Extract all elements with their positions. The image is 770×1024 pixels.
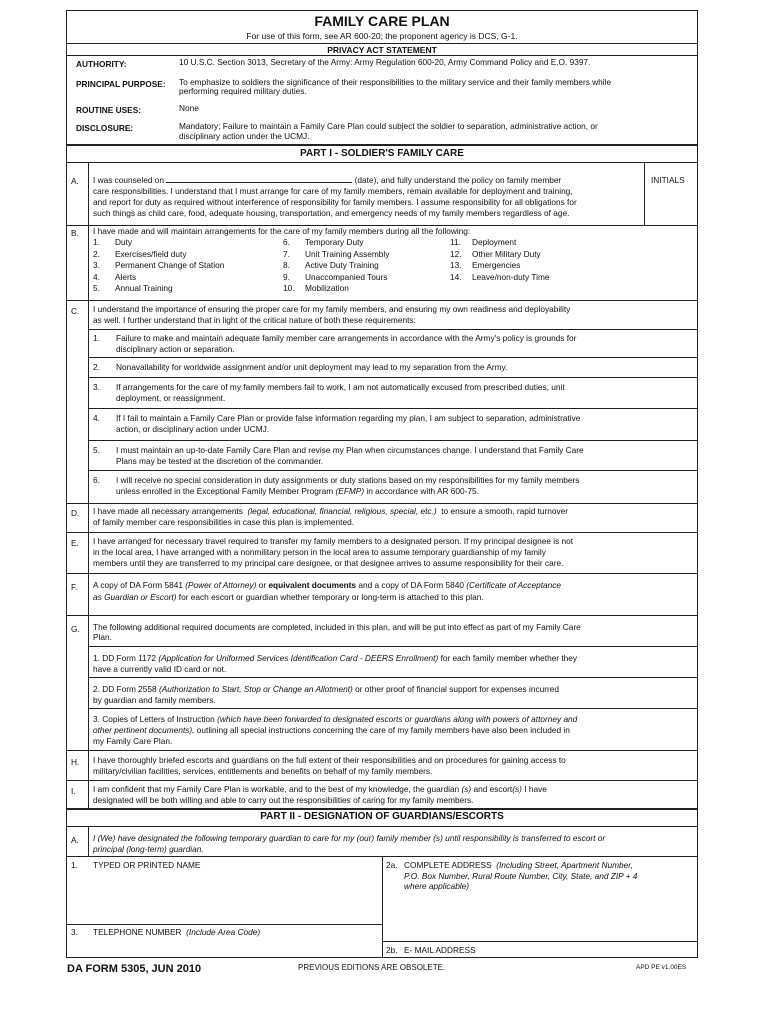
item-i-line1: I am confident that my Family Care Plan is workable, and to the best of my knowledge, the guardian (s) and escort(s) I have <box>93 784 547 794</box>
divider <box>66 750 698 751</box>
duty-list-label: Mobilization <box>305 283 349 293</box>
routine-uses-label: ROUTINE USES: <box>76 105 141 115</box>
item-b-column-1 <box>93 237 224 295</box>
obsolete-notice: PREVIOUS EDITIONS ARE OBSOLETE. <box>298 963 446 972</box>
item-g-sub3-line1: 3. Copies of Letters of Instruction (which have been forwarded to designated escorts or guardians along with powers of attorney and <box>93 714 578 724</box>
item-g-sub3-line3: my Family Care Plan. <box>93 736 173 746</box>
duty-list-number: 1. <box>93 237 100 247</box>
duty-list-item <box>450 249 549 261</box>
divider <box>382 941 698 942</box>
item-h-line1: I have thoroughly briefed escorts and guardians on the full extent of their responsibilities and on procedures for gaining access to <box>93 755 566 765</box>
divider <box>88 357 698 358</box>
item-a-line2: care responsibilities. I understand that I must arrange for care of my family members, remain available for deployment and training, <box>93 186 573 196</box>
item-c-line1: I understand the importance of ensuring the proper care for my family members, and ensuring my own readiness and deployability <box>93 304 571 314</box>
duty-list-number: 12. <box>450 248 462 259</box>
item-g-sub3-line2: other pertinent documents), outlining all special instructions concerning the care of my family members have also been included in <box>93 725 570 735</box>
item-c-subitem-number: 2. <box>93 362 100 372</box>
item-c-subitem-line1: Failure to make and maintain adequate family member care arrangements in accordance with the Army's policy is grounds for <box>116 333 577 343</box>
item-i-line2: designated will be both willing and able to carry out the responsibilities of caring for my family members. <box>93 795 474 805</box>
divider <box>88 408 698 409</box>
divider <box>88 677 698 678</box>
field-2b-number: 2b. <box>386 945 398 955</box>
item-b-column-3 <box>450 237 549 283</box>
guardian-telephone-input[interactable] <box>67 939 381 957</box>
routine-uses-text: None <box>179 103 199 113</box>
duty-list-item <box>93 283 224 295</box>
item-f-line1: A copy of DA Form 5841 (Power of Attorney) or equivalent documents and a copy of DA Form 5840 (Certificate of Acceptance <box>93 580 561 590</box>
item-c-subitem-number: 5. <box>93 445 100 455</box>
divider <box>66 615 698 616</box>
duty-list-label: Active Duty Training <box>305 260 379 270</box>
duty-list-number: 6. <box>283 237 290 247</box>
divider <box>88 329 698 330</box>
duty-list-number: 9. <box>283 271 290 282</box>
duty-list-number: 5. <box>93 283 100 293</box>
field-1-number: 1. <box>71 860 78 870</box>
divider <box>88 708 698 709</box>
disclosure-text-2: disciplinary action under the UCMJ. <box>179 131 310 141</box>
duty-list-label: Permanent Change of Station <box>115 260 225 270</box>
disclosure-label: DISCLOSURE: <box>76 123 134 133</box>
duty-list-label: Annual Training <box>115 283 173 293</box>
duty-list-number: 7. <box>283 248 290 259</box>
item-c-subitem-line2: disciplinary action or separation. <box>116 344 235 354</box>
form-subtitle: For use of this form, see AR 600-20; the proponent agency is DCS, G-1. <box>246 31 518 41</box>
part1-header: PART I - SOLDIER'S FAMILY CARE <box>300 148 464 159</box>
field-2a-label: COMPLETE ADDRESS (Including Street, Apartment Number, <box>404 860 633 870</box>
duty-list-item <box>93 272 224 284</box>
initials-column-divider <box>644 162 645 226</box>
duty-list-label: Temporary Duty <box>305 237 364 247</box>
duty-list-label: Alerts <box>115 271 137 282</box>
item-g-line1: The following additional required documents are completed, included in this plan, and will be put into effect as part of my Family Care <box>93 622 581 632</box>
duty-list-label: Other Military Duty <box>472 248 541 259</box>
item-a-line1: I was counseled on (date), and fully understand the policy on family member <box>93 175 562 185</box>
form-title: FAMILY CARE PLAN <box>314 13 450 29</box>
form-number: DA FORM 5305, JUN 2010 <box>67 963 202 975</box>
authority-label: AUTHORITY: <box>76 59 127 69</box>
item-a-line3: and report for duty as required without interference of responsibility for family members. I assume responsibility for all obligations for <box>93 197 577 207</box>
item-c-subitem-number: 3. <box>93 382 100 392</box>
item-g-letter: G. <box>71 624 80 634</box>
item-c-subitem-number: 4. <box>93 413 100 423</box>
duty-list-label: Unit Training Assembly <box>305 248 390 259</box>
item-h-line2: military/civilian facilities, services, entitlements and benefits on behalf of my family members. <box>93 766 433 776</box>
field-3-label: TELEPHONE NUMBER (Include Area Code) <box>93 927 261 937</box>
letter-column-divider <box>88 826 89 856</box>
duty-list-number: 8. <box>283 260 290 270</box>
item-c-subitem-line2: Plans may be tested at the discretion of the commander. <box>116 456 324 466</box>
item-f-letter: F. <box>71 582 78 592</box>
item-e-letter: E. <box>71 538 79 548</box>
duty-list-item <box>450 237 549 249</box>
item-c-subitem-line1: I will receive no special consideration in duty assignments or duty stations based on my responsibilities for my family members <box>116 475 580 485</box>
guardian-address-input[interactable] <box>383 894 697 940</box>
divider <box>66 532 698 533</box>
duty-list-label: Emergencies <box>472 260 521 270</box>
item-d-letter: D. <box>71 508 80 518</box>
duty-list-label: Deployment <box>472 237 517 247</box>
duty-list-item <box>283 237 389 249</box>
divider <box>66 300 698 301</box>
counsel-date-field[interactable] <box>166 174 352 183</box>
divider <box>88 377 698 378</box>
item-c-subitem-line1: I must maintain an up-to-date Family Care Plan and revise my Plan when circumstances change. I understand that Family Care <box>116 445 584 455</box>
divider <box>66 162 698 163</box>
duty-list-label: Leave/non-duty Time <box>472 271 550 282</box>
divider <box>66 503 698 504</box>
part2-a-letter: A. <box>71 835 79 845</box>
item-b-intro: I have made and will maintain arrangements for the care of my family members during all the following: <box>93 226 471 236</box>
duty-list-item <box>283 249 389 261</box>
item-c-line2: as well. I further understand that in light of the critical nature of both these requirements: <box>93 315 416 325</box>
field-2a-hint-3: where applicable) <box>404 881 470 891</box>
divider <box>66 808 698 810</box>
item-e-line1: I have arranged for necessary travel required to transfer my family members to a designated person. If my principal designee is not <box>93 536 574 546</box>
item-b-column-2 <box>283 237 389 295</box>
field-2a-number: 2a. <box>386 860 398 870</box>
item-c-subitem-line2: unless enrolled in the Exceptional Family Member Program (EFMP) in accordance with AR 600-75. <box>116 486 479 496</box>
duty-list-item <box>93 249 224 261</box>
duty-list-number: 14. <box>450 271 462 282</box>
guardian-name-input[interactable] <box>67 872 381 922</box>
duty-list-number: 4. <box>93 271 100 282</box>
part2-header: PART II - DESIGNATION OF GUARDIANS/ESCORTS <box>260 811 504 822</box>
item-c-subitem-line1: Nonavailability for worldwide assignment and/or unit deployment may lead to my separation from the Army. <box>116 362 508 372</box>
disclosure-text-1: Mandatory; Failure to maintain a Family Care Plan could subject the soldier to separation, administrative action, or <box>179 121 598 131</box>
field-3-number: 3. <box>71 927 78 937</box>
divider <box>66 826 698 827</box>
item-g-sub2-line1: 2. DD Form 2558 (Authorization to Start, Stop or Change an Allotment) or other proof of financial support for expenses incurred <box>93 684 559 694</box>
item-h-letter: H. <box>71 757 80 767</box>
initials-label: INITIALS <box>651 175 685 185</box>
divider <box>66 144 698 146</box>
purpose-label: PRINCIPAL PURPOSE: <box>76 79 166 89</box>
divider <box>66 43 698 44</box>
item-c-subitem-line1: If I fail to maintain a Family Care Plan or provide false information regarding my plan, I am subject to separation, administrative <box>116 413 581 423</box>
divider <box>88 646 698 647</box>
privacy-act-header: PRIVACY ACT STATEMENT <box>327 45 437 55</box>
duty-list-number: 10. <box>283 283 295 293</box>
item-e-line3: members until they are transferred to my principal care designee, or that designee arrives to assume responsibility for their care. <box>93 558 564 568</box>
duty-list-label: Duty <box>115 237 133 247</box>
item-c-subitem-number: 6. <box>93 475 100 485</box>
duty-list-item <box>450 260 549 272</box>
item-c-subitem-line2: deployment, or reassignment. <box>116 393 226 403</box>
duty-list-item <box>450 272 549 284</box>
divider <box>66 573 698 574</box>
item-d-line1: I have made all necessary arrangements (legal, educational, financial, religious, special, etc.) to ensure a smooth, rapid turnover <box>93 506 569 516</box>
divider <box>88 440 698 441</box>
authority-text: 10 U.S.C. Section 3013, Secretary of the Army: Army Regulation 600-20, Army Command Policy and E.O. 9397. <box>179 57 591 67</box>
item-c-subitem-line1: If arrangements for the care of my family members fail to work, I am not automatically excused from prescribed duties, unit <box>116 382 565 392</box>
item-e-line2: in the local area, I have arranged with a nonmilitary person in the local area to assume temporary guardianship of my family <box>93 547 546 557</box>
duty-list-number: 13. <box>450 260 462 270</box>
purpose-text-1: To emphasize to soldiers the significance of their responsibilities to the military service and their family members while <box>179 77 612 87</box>
divider <box>66 780 698 781</box>
item-c-subitem-line2: action, or disciplinary action under UCMJ. <box>116 424 270 434</box>
field-1-label: TYPED OR PRINTED NAME <box>93 860 201 870</box>
divider <box>88 470 698 471</box>
item-a-letter: A. <box>71 176 79 186</box>
item-a-line4: such things as child care, food, adequate housing, transportation, and emergency needs of my family members regardless of age. <box>93 208 570 218</box>
divider <box>66 55 698 56</box>
duty-list-label: Exercises/field duty <box>115 248 187 259</box>
duty-list-number: 2. <box>93 248 100 259</box>
item-c-letter: C. <box>71 306 80 316</box>
duty-list-item <box>93 237 224 249</box>
duty-list-label: Unaccompanied Tours <box>305 271 388 282</box>
part2-a-line2: principal (long-term) guardian. <box>93 844 204 854</box>
item-f-line2: as Guardian or Escort) for each escort or guardian whether temporary or long-term is attached to this plan. <box>93 592 484 602</box>
item-g-sub1-line1: 1. DD Form 1172 (Application for Uniformed Services Identification Card - DEERS Enrollment) for each family member whether they <box>93 653 578 663</box>
item-i-letter: I. <box>71 786 76 796</box>
item-b-letter: B. <box>71 228 79 238</box>
duty-list-item <box>93 260 224 272</box>
item-g-sub1-line2: have a currently valid ID card or not. <box>93 664 227 674</box>
field-2a-hint-2: P.O. Box Number, Rural Route Number, City, State, and ZIP + 4 <box>404 871 638 881</box>
duty-list-number: 3. <box>93 260 100 270</box>
item-g-line2: Plan. <box>93 632 112 642</box>
duty-list-item <box>283 272 389 284</box>
version-label: APD PE v1.00ES <box>636 964 687 971</box>
duty-list-item <box>283 260 389 272</box>
divider <box>66 924 382 925</box>
part2-a-line1: I (We) have designated the following temporary guardian to care for my (our) family member (s) until responsibility is transferred to escort or <box>93 833 606 843</box>
purpose-text-2: performing required military duties. <box>179 86 307 96</box>
letter-column-divider <box>88 162 89 808</box>
field-2b-label: E- MAIL ADDRESS <box>404 945 476 955</box>
duty-list-number: 11. <box>450 237 461 247</box>
item-g-sub2-line2: by guardian and family members. <box>93 695 216 705</box>
item-c-subitem-number: 1. <box>93 333 100 343</box>
item-d-line2: of family member care responsibilities in case this plan is implemented. <box>93 517 354 527</box>
duty-list-item <box>283 283 389 295</box>
